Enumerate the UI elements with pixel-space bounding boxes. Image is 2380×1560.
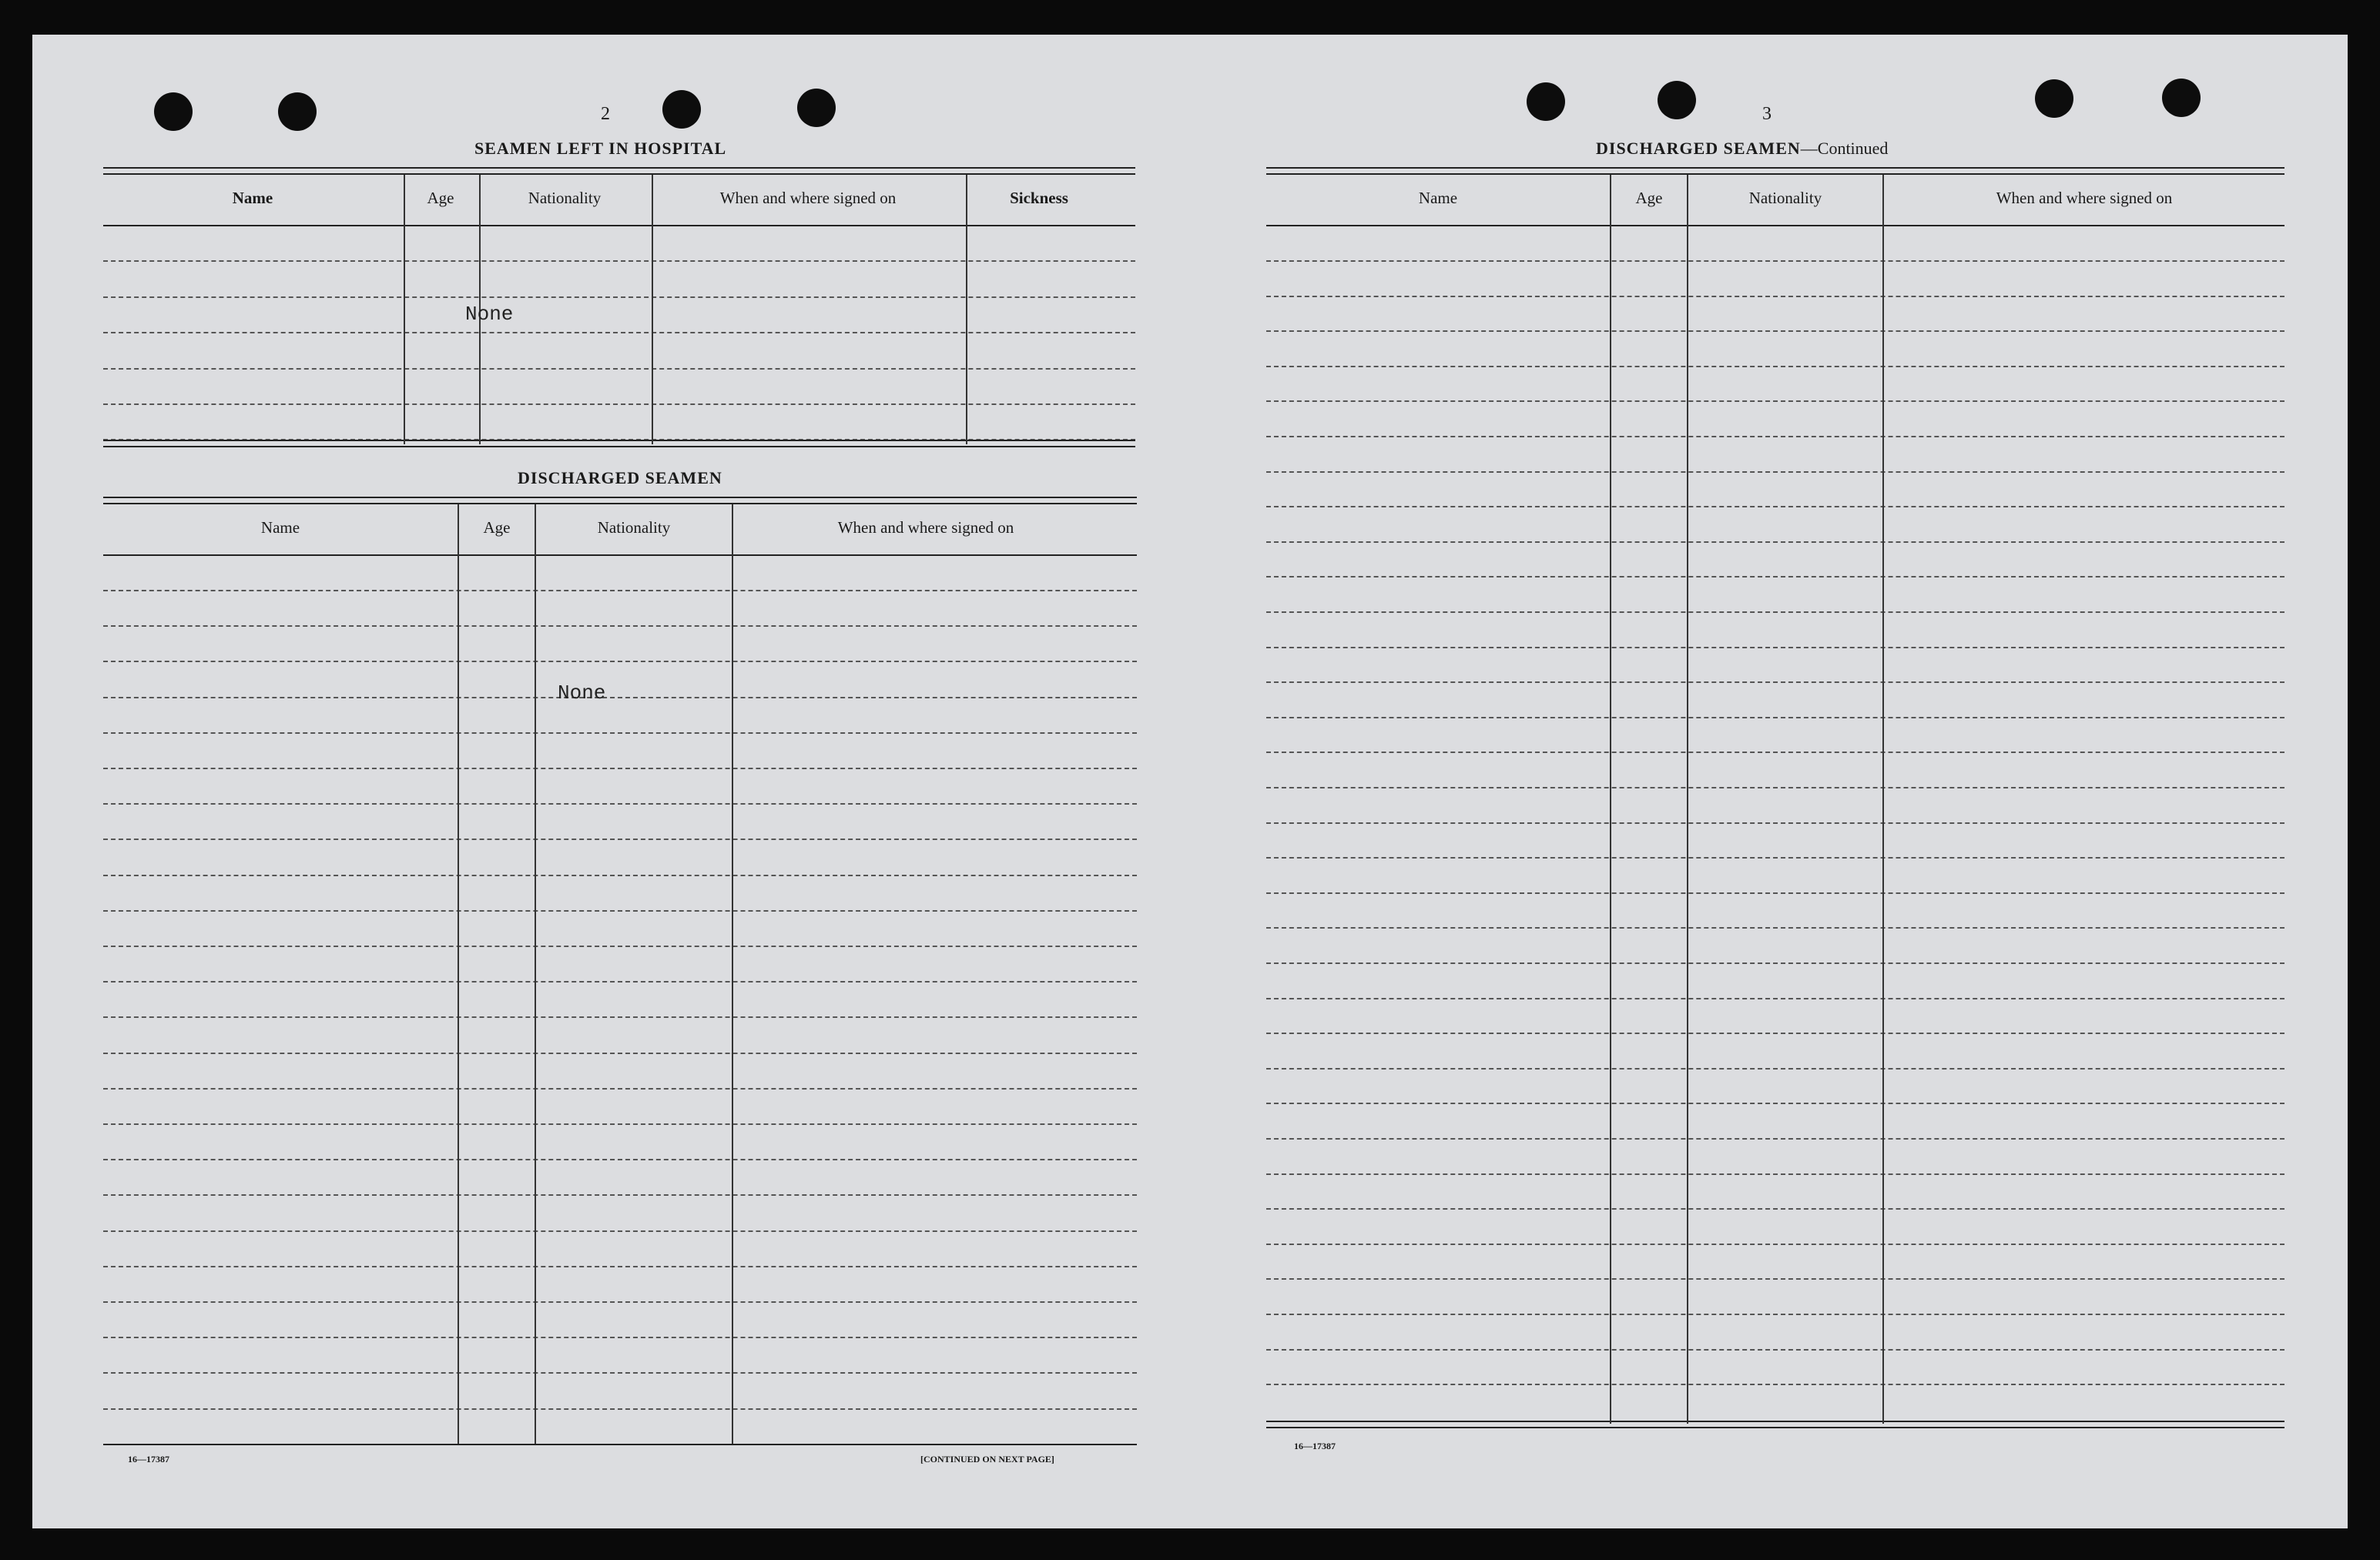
header-rule bbox=[1266, 225, 2284, 226]
punch-hole-3 bbox=[662, 90, 701, 129]
page-number: 2 bbox=[601, 104, 610, 124]
row-line bbox=[1266, 576, 2284, 577]
row-line bbox=[1266, 1278, 2284, 1280]
row-line bbox=[103, 910, 1137, 912]
top-double-rule bbox=[1266, 167, 2284, 175]
row-line bbox=[1266, 330, 2284, 332]
column-header-nationality: Nationality bbox=[528, 189, 602, 207]
row-line bbox=[1266, 822, 2284, 824]
row-line bbox=[1266, 927, 2284, 929]
column-divider bbox=[732, 504, 733, 1444]
row-line bbox=[103, 946, 1137, 947]
row-line bbox=[103, 1337, 1137, 1338]
bottom-rule bbox=[103, 1444, 1137, 1445]
row-line bbox=[103, 296, 1135, 298]
row-line bbox=[1266, 1244, 2284, 1245]
row-line bbox=[103, 332, 1135, 333]
form-number: 16—17387 bbox=[128, 1454, 169, 1465]
row-line bbox=[1266, 962, 2284, 964]
row-line bbox=[103, 1266, 1137, 1267]
column-divider bbox=[652, 175, 653, 444]
punch-hole-5 bbox=[1527, 82, 1565, 121]
row-line bbox=[1266, 1173, 2284, 1175]
row-line bbox=[103, 1088, 1137, 1090]
column-header-name: Name bbox=[260, 518, 300, 537]
row-line bbox=[103, 768, 1137, 769]
row-line bbox=[1266, 1208, 2284, 1210]
row-line bbox=[103, 661, 1137, 662]
row-line bbox=[1266, 1314, 2284, 1315]
title-continued: —Continued bbox=[1800, 139, 1889, 158]
row-line bbox=[1266, 681, 2284, 683]
page-number: 3 bbox=[1762, 104, 1772, 124]
row-line bbox=[103, 1301, 1137, 1303]
row-line bbox=[1266, 400, 2284, 402]
row-line bbox=[103, 1053, 1137, 1054]
form-number: 16—17387 bbox=[1294, 1441, 1336, 1451]
column-header-age: Age bbox=[1635, 189, 1663, 207]
punch-hole-2 bbox=[278, 92, 317, 131]
row-line bbox=[1266, 857, 2284, 859]
row-line bbox=[1266, 1138, 2284, 1140]
row-line bbox=[1266, 1103, 2284, 1104]
punch-hole-1 bbox=[154, 92, 193, 131]
row-line bbox=[103, 1159, 1137, 1160]
punch-hole-7 bbox=[2035, 79, 2073, 118]
document-sheet bbox=[32, 35, 2348, 1528]
top-double-rule bbox=[103, 167, 1135, 175]
row-line bbox=[1266, 998, 2284, 999]
column-header-signed-on: When and where signed on bbox=[837, 518, 1014, 537]
section-title-hospital: SEAMEN LEFT IN HOSPITAL bbox=[474, 139, 727, 158]
row-line bbox=[103, 1194, 1137, 1196]
column-header-age: Age bbox=[427, 189, 454, 207]
row-line bbox=[103, 590, 1137, 591]
row-line bbox=[1266, 1033, 2284, 1034]
row-line bbox=[1266, 787, 2284, 788]
row-line bbox=[103, 1016, 1137, 1018]
row-line bbox=[103, 1372, 1137, 1374]
punch-hole-4 bbox=[797, 89, 836, 127]
column-header-nationality: Nationality bbox=[1748, 189, 1822, 207]
column-divider bbox=[404, 175, 405, 444]
column-header-signed-on: When and where signed on bbox=[1996, 189, 2173, 207]
column-divider bbox=[966, 175, 967, 444]
column-header-nationality: Nationality bbox=[597, 518, 671, 537]
row-line bbox=[1266, 296, 2284, 297]
row-line bbox=[1266, 471, 2284, 473]
column-header-signed-on: When and where signed on bbox=[719, 189, 897, 207]
column-divider bbox=[1610, 175, 1611, 1424]
column-header-sickness: Sickness bbox=[1010, 189, 1068, 207]
top-double-rule bbox=[103, 497, 1137, 504]
row-line bbox=[103, 875, 1137, 876]
header-rule bbox=[103, 554, 1137, 556]
row-line bbox=[1266, 436, 2284, 437]
column-header-age: Age bbox=[483, 518, 511, 537]
punch-hole-6 bbox=[1658, 81, 1696, 119]
column-divider bbox=[1687, 175, 1688, 1424]
row-line bbox=[103, 697, 1137, 698]
row-line bbox=[1266, 1068, 2284, 1070]
typed-entry-none: None bbox=[465, 303, 514, 326]
row-line bbox=[103, 1123, 1137, 1125]
row-line bbox=[1266, 366, 2284, 367]
column-header-name: Name bbox=[232, 189, 273, 207]
row-line bbox=[1266, 1349, 2284, 1351]
row-line bbox=[103, 803, 1137, 805]
continued-note: [CONTINUED ON NEXT PAGE] bbox=[920, 1454, 1054, 1465]
column-divider bbox=[535, 504, 536, 1444]
row-line bbox=[1266, 506, 2284, 507]
section-title-discharged-continued bbox=[1596, 139, 1888, 159]
row-line bbox=[1266, 260, 2284, 262]
row-line bbox=[103, 1408, 1137, 1410]
row-line bbox=[1266, 647, 2284, 648]
header-rule bbox=[103, 225, 1135, 226]
row-line bbox=[103, 1230, 1137, 1232]
section-title-discharged: DISCHARGED SEAMEN bbox=[518, 468, 722, 487]
row-line bbox=[103, 839, 1137, 840]
row-line bbox=[1266, 1384, 2284, 1385]
row-line bbox=[1266, 892, 2284, 894]
row-line bbox=[1266, 611, 2284, 613]
bottom-double-rule bbox=[1266, 1421, 2284, 1428]
row-line bbox=[103, 260, 1135, 262]
row-line bbox=[103, 981, 1137, 983]
column-divider bbox=[1882, 175, 1884, 1424]
title-main: DISCHARGED SEAMEN bbox=[1596, 139, 1801, 158]
row-line bbox=[103, 403, 1135, 405]
bottom-double-rule bbox=[103, 440, 1135, 447]
row-line bbox=[1266, 717, 2284, 718]
column-divider bbox=[458, 504, 459, 1444]
column-header-name: Name bbox=[1418, 189, 1458, 207]
row-line bbox=[1266, 541, 2284, 543]
row-line bbox=[103, 732, 1137, 734]
typed-entry-none: None bbox=[558, 681, 606, 705]
row-line bbox=[103, 368, 1135, 370]
punch-hole-8 bbox=[2162, 79, 2201, 117]
row-line bbox=[1266, 752, 2284, 753]
row-line bbox=[103, 625, 1137, 627]
